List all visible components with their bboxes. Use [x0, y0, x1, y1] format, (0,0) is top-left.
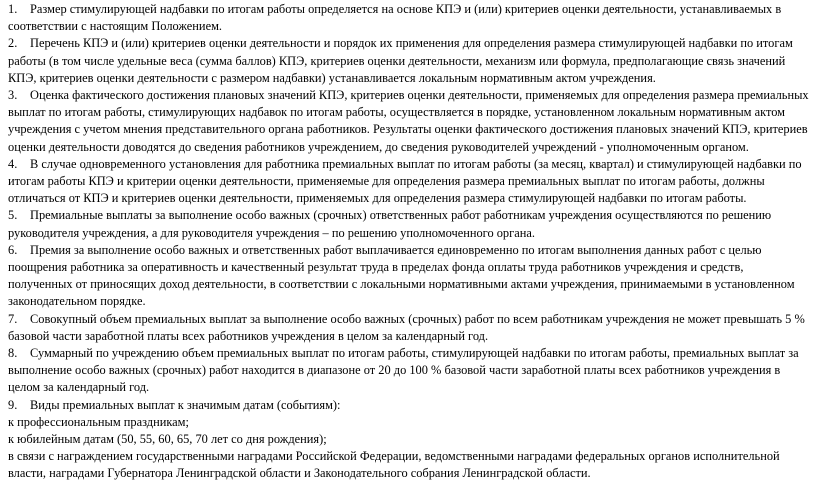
- paragraph-8: [8, 345, 810, 397]
- list-item-3: в связи с награждением государственными наградами Российской Федерации, ведомственными наградами федеральных органов исполнительной власти, наградами Губернатора Ленинградской области и Законодательного собрания Ленинградской области.: [8, 449, 780, 481]
- paragraph-text: Премия за выполнение особо важных и ответственных работ выплачивается единовременно по итогам выполнения данных работ с целью поощрения работника за оперативность и качественный результат труда в пределах фонда оплаты труда работников учреждения и средств, полученных от приносящих доход деятельности, в соответствии с локальными нормативными актами учреждения, принимаемыми в установленном законодательном порядке.: [8, 242, 795, 309]
- paragraph-number: 7.: [8, 311, 18, 326]
- paragraph-text: Виды премиальных выплат к значимым датам (событиям):: [30, 397, 341, 412]
- paragraph-text: Размер стимулирующей надбавки по итогам работы определяется на основе КПЭ и (или) критериев оценки деятельности, устанавливаемых в соответствии с настоящим Положением.: [8, 2, 782, 34]
- list-item-1: к профессиональным праздникам;: [8, 414, 189, 429]
- paragraph-text: Суммарный по учреждению объем премиальных выплат по итогам работы, стимулирующей надбавки по итогам работы, премиальных выплат за выполнение особо важных (срочных) работ находится в диапазоне от 20 до 100 % базовой части заработной платы всех работников учреждения в целом за календарный год.: [8, 346, 799, 395]
- paragraph-2: [8, 35, 810, 87]
- paragraph-number: 3.: [8, 88, 18, 103]
- paragraph-number: 5.: [8, 208, 18, 223]
- paragraph-number: 9.: [8, 397, 18, 412]
- paragraph-7: [8, 311, 810, 345]
- paragraph-text: Премиальные выплаты за выполнение особо важных (срочных) ответственных работ работникам учреждения осуществляются по решению руководителя учреждения, а для руководителя учреждения – по решению уполномоченного органа.: [8, 208, 772, 240]
- paragraph-4: [8, 156, 810, 208]
- paragraph-1: [8, 1, 810, 35]
- paragraph-text: Оценка фактического достижения плановых значений КПЭ, критериев оценки деятельности, применяемых для определения размера премиальных выплат по итогам работы, стимулирующих надбавок по итогам работы, осуществляется в порядке, установленном локальным нормативным актом учреждения с учетом мнения представительного органа работников. Результаты оценки фактического достижения плановых значений КПЭ, критериев оценки деятельности доводятся до сведения работников учреждением, до сведения руководителей учреждений - уполномоченным органом.: [8, 88, 809, 154]
- paragraph-3: [8, 87, 810, 156]
- paragraph-text: Перечень КПЭ и (или) критериев оценки деятельности и порядок их применения для определения размера стимулирующей надбавки по итогам работы (в том числе удельные веса (сумма баллов) КПЭ, критериев оценки деятельности, механизм или формула, предполагающие связь значений КПЭ, критериев оценки деятельности с размером надбавки) устанавливается локальным нормативным актом учреждения.: [8, 36, 793, 85]
- paragraph-9: [8, 397, 810, 414]
- paragraph-number: 2.: [8, 36, 18, 51]
- paragraph-number: 8.: [8, 346, 18, 361]
- paragraph-text: В случае одновременного установления для работника премиальных выплат по итогам работы (за месяц, квартал) и стимулирующей надбавки по итогам работы КПЭ и критерии оценки деятельности, применяемые для определения размера премиальных выплат по итогам работы, должны отличаться от КПЭ и критериев оценки деятельности, применяемых для определения размера стимулирующей надбавки по итогам работы.: [8, 156, 802, 206]
- paragraph-6: [8, 242, 810, 311]
- list-item-2: к юбилейным датам (50, 55, 60, 65, 70 лет со дня рождения);: [8, 432, 327, 447]
- paragraph-number: 6.: [8, 242, 18, 257]
- paragraph-5: [8, 207, 810, 241]
- paragraph-text: Совокупный объем премиальных выплат за выполнение особо важных (срочных) работ по всем работникам учреждения не может превышать 5 % базовой части заработной платы всех работников учреждения в целом за календарный год.: [8, 311, 805, 343]
- paragraph-number: 1.: [8, 2, 18, 16]
- paragraph-number: 4.: [8, 156, 18, 171]
